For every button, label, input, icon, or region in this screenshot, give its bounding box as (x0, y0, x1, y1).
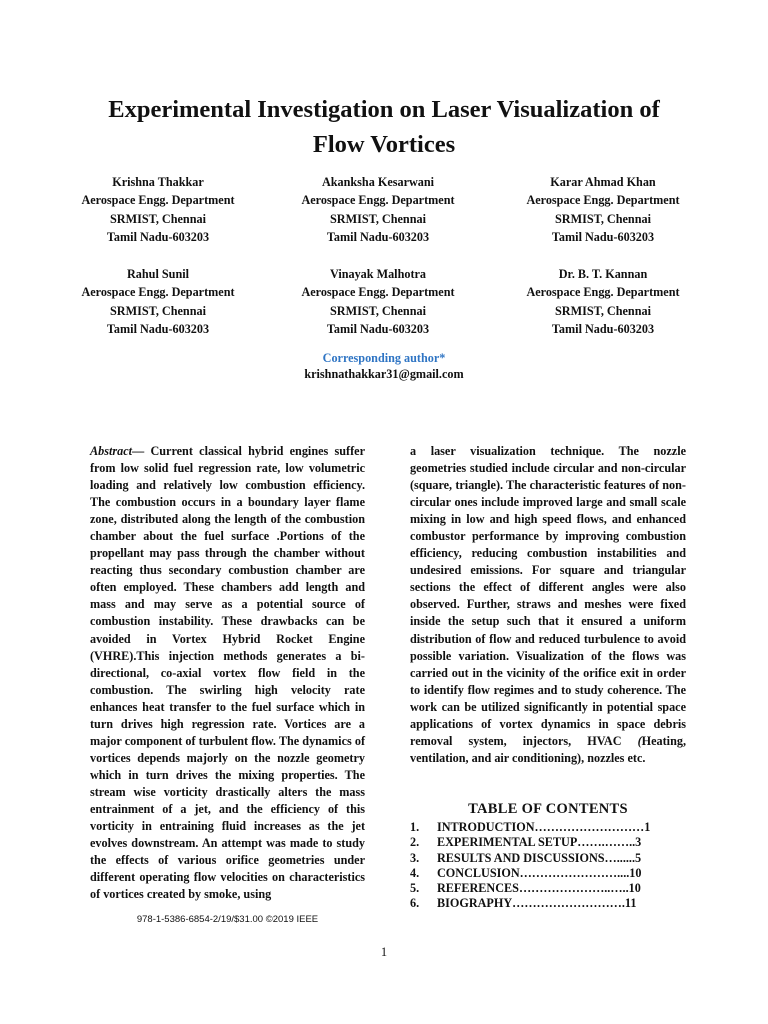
corresponding-author-label: Corresponding author* (322, 351, 446, 365)
toc-item-number: 2. (410, 835, 420, 850)
author-institution: SRMIST, Chennai (330, 211, 426, 226)
author-name: Karar Ahmad Khan (550, 175, 656, 189)
corresponding-author-email[interactable]: krishnathakkar31@gmail.com (304, 367, 464, 381)
toc-item-introduction[interactable] (410, 820, 686, 835)
author-name: Rahul Sunil (127, 267, 189, 281)
author-location: Tamil Nadu-603203 (551, 321, 655, 336)
toc-heading: TABLE OF CONTENTS (468, 801, 628, 817)
toc-item-text: EXPERIMENTAL SETUP…….……..3 (437, 835, 642, 850)
abstract-column-left (90, 443, 365, 903)
toc-item-results[interactable] (410, 851, 686, 866)
author-name: Krishna Thakkar (112, 175, 204, 189)
author-institution: SRMIST, Chennai (555, 303, 651, 318)
title-line-1: Experimental Investigation on Laser Visualization of (108, 96, 660, 123)
author-block-4 (58, 265, 258, 338)
paper-title (40, 92, 728, 162)
toc-item-number: 4. (410, 865, 420, 880)
toc-item-text: REFERENCES…………………..…..10 (437, 881, 641, 896)
author-institution: SRMIST, Chennai (330, 303, 426, 318)
abstract-dash: — (131, 444, 151, 458)
author-block-3 (503, 173, 703, 246)
author-name: Vinayak Malhotra (329, 267, 427, 281)
author-location: Tamil Nadu-603203 (551, 229, 655, 244)
author-block-1 (58, 173, 258, 246)
copyright-notice: 978-1-5386-6854-2/19/$31.00 ©2019 IEEE (136, 914, 319, 925)
author-block-2 (278, 173, 478, 246)
author-location: Tamil Nadu-603203 (106, 229, 210, 244)
toc-item-number: 1. (410, 820, 420, 834)
author-institution: SRMIST, Chennai (110, 303, 206, 318)
author-location: Tamil Nadu-603203 (326, 229, 430, 244)
toc-item-experimental-setup[interactable] (410, 835, 686, 850)
author-department: Aerospace Engg. Department (301, 193, 455, 208)
abstract-label: Abstract (90, 444, 132, 458)
author-department: Aerospace Engg. Department (526, 285, 680, 300)
abstract-continued-end: Heating, ventilation, and air conditioning), nozzles etc. (410, 733, 686, 765)
abstract-text: Current classical hybrid engines suffer from low solid fuel regression rate, low volumetric loading and relatively low combustion efficiency. The combustion occurs in a boundary layer flame zone, distributed along the length of the combustion chamber about the fuel surface .Portions of the propellant may pass through the chamber without reacting thus secondary combustion chamber are often employed. These chambers add length and mass and may serve as a potential source of combustion instability. These drawbacks can be avoided in Vortex Hybrid Rocket Engine (VHRE).This injection methods generates a bi-directional, co-axial vortex flow field in the combustion. The swirling high velocity rate enhances heat transfer to the fuel surface which in turn drives high regression rate. Vortices are a major component of turbulent flow. The dynamics of vortices depends majorly on the nozzle geometry which in turn drives the mixing properties. The stream wise vorticity drastically alters the mass entrainment of a jet, and the efficiency of this vorticity in entraining fluid increases as the jet evolves downstream. An attempt was made to study the effects of various orifice geometries under different operating flow velocities on characteristics of vortices created by smoke, using (90, 444, 365, 902)
author-department: Aerospace Engg. Department (526, 193, 680, 208)
toc-item-text: INTRODUCTION………………………1 (437, 820, 651, 834)
author-location: Tamil Nadu-603203 (106, 321, 210, 336)
author-department: Aerospace Engg. Department (81, 285, 235, 300)
author-department: Aerospace Engg. Department (301, 285, 455, 300)
author-institution: SRMIST, Chennai (110, 211, 206, 226)
author-name: Dr. B. T. Kannan (558, 267, 648, 281)
author-name: Akanksha Kesarwani (321, 175, 435, 189)
page-number: 1 (380, 945, 388, 959)
abstract-column-right (410, 443, 686, 767)
author-block-6 (503, 265, 703, 338)
toc-item-conclusion[interactable] (410, 866, 686, 881)
author-location: Tamil Nadu-603203 (326, 321, 430, 336)
toc-item-number: 6. (410, 896, 420, 911)
author-block-5 (278, 265, 478, 338)
table-of-contents (410, 820, 686, 912)
author-institution: SRMIST, Chennai (555, 211, 651, 226)
author-department: Aerospace Engg. Department (81, 193, 235, 208)
abstract-continued-text: a laser visualization technique. The nozzle geometries studied include circular and non-circular (square, triangle). The characteristic features of non-circular ones include improved large and small scale mixing in low and high speed flows, and enhanced combustor performance by improving combustion efficiency, reducing combustion instabilities and undesired emissions. For square and triangular sections the effect of different angles were also observed. Further, straws and meshes were fixed inside the setup such that it ensured a uniform distribution of flow and reduced turbulence to avoid possible variation. Visualization of the flows was carried out in the vicinity of the orifice exit in order to identify flow regimes and to study coherence. The work can be utilized significantly in potential space applications of vortex dynamics in space debris removal system, injectors, HVAC (410, 444, 686, 748)
toc-item-text: BIOGRAPHY……………………….11 (437, 896, 637, 911)
toc-item-number: 5. (410, 881, 420, 896)
toc-item-biography[interactable] (410, 896, 686, 911)
abstract-continued-paren: ( (637, 733, 642, 748)
toc-item-text: CONCLUSION……………………....10 (437, 865, 642, 880)
toc-item-text: RESULTS AND DISCUSSIONS…......5 (437, 850, 642, 865)
title-line-2: Flow Vortices (312, 131, 456, 158)
toc-item-references[interactable] (410, 881, 686, 896)
toc-item-number: 3. (410, 850, 420, 865)
corresponding-author (234, 350, 534, 382)
